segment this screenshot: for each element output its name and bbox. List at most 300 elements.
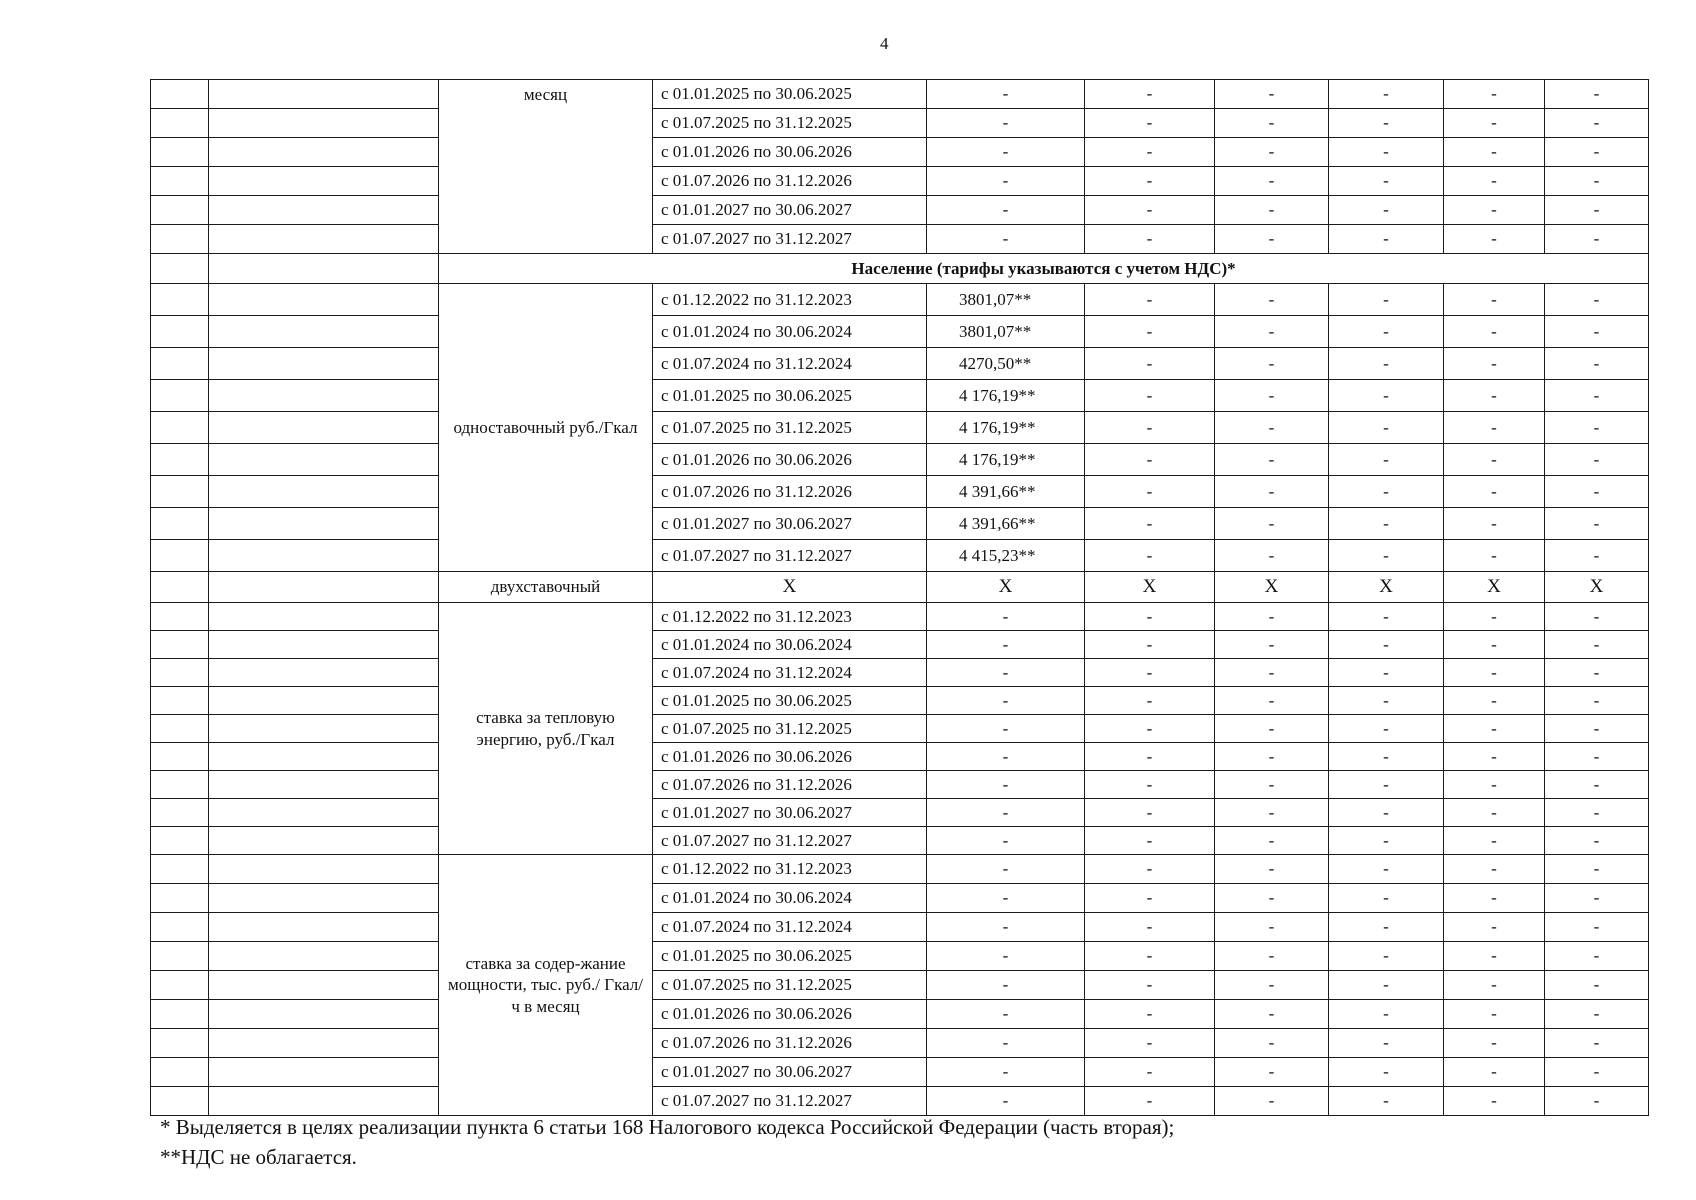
value-dash: -: [1085, 225, 1215, 254]
x-mark: X: [927, 572, 1085, 603]
period-cell: с 01.01.2027 по 30.06.2027: [653, 508, 927, 540]
footnotes: [160, 1112, 1640, 1172]
value-dash: -: [1085, 827, 1215, 855]
value-dash: -: [1329, 284, 1444, 316]
footnote-vat-allocation: * Выделяется в целях реализации пункта 6 статьи 168 Налогового кодекса Российской Федерации (часть вторая);: [160, 1115, 1175, 1139]
value-dash: -: [1215, 444, 1329, 476]
tariff-value: 4 176,19**: [927, 412, 1085, 444]
row-number-cell: [151, 1000, 209, 1029]
row-number-cell: [151, 687, 209, 715]
category-label-single-rate: одноставочный руб./Гкал: [439, 284, 653, 572]
value-dash: -: [1545, 799, 1649, 827]
organization-cell: [209, 138, 439, 167]
table-row: [151, 913, 1649, 942]
value-dash: -: [1329, 380, 1444, 412]
organization-cell: [209, 254, 439, 284]
value-dash: -: [927, 225, 1085, 254]
value-dash: -: [1329, 412, 1444, 444]
category-label-energy-rate: ставка за тепловую энергию, руб./Гкал: [439, 603, 653, 855]
table-row: [151, 659, 1649, 687]
period-cell: с 01.07.2025 по 31.12.2025: [653, 971, 927, 1000]
value-dash: -: [1444, 715, 1545, 743]
value-dash: -: [1085, 284, 1215, 316]
value-dash: -: [1085, 196, 1215, 225]
tariff-value: 3801,07**: [927, 316, 1085, 348]
organization-cell: [209, 380, 439, 412]
period-cell: с 01.01.2024 по 30.06.2024: [653, 884, 927, 913]
value-dash: -: [1545, 827, 1649, 855]
value-dash: -: [1329, 138, 1444, 167]
value-dash: -: [1329, 1087, 1444, 1116]
value-dash: -: [1329, 508, 1444, 540]
table-row: [151, 380, 1649, 412]
period-cell: с 01.07.2024 по 31.12.2024: [653, 348, 927, 380]
period-cell: с 01.07.2026 по 31.12.2026: [653, 476, 927, 508]
period-cell: с 01.01.2024 по 30.06.2024: [653, 631, 927, 659]
value-dash: -: [1329, 799, 1444, 827]
value-dash: -: [1329, 855, 1444, 884]
value-dash: -: [1085, 715, 1215, 743]
value-dash: -: [1545, 380, 1649, 412]
value-dash: -: [1545, 225, 1649, 254]
value-dash: -: [1215, 715, 1329, 743]
value-dash: -: [1085, 412, 1215, 444]
row-number-cell: [151, 508, 209, 540]
value-dash: -: [1545, 687, 1649, 715]
value-dash: -: [1215, 1000, 1329, 1029]
organization-cell: [209, 1000, 439, 1029]
table-row: [151, 196, 1649, 225]
value-dash: -: [1329, 444, 1444, 476]
value-dash: -: [1329, 659, 1444, 687]
value-dash: -: [1085, 1000, 1215, 1029]
row-number-cell: [151, 659, 209, 687]
period-cell: с 01.12.2022 по 31.12.2023: [653, 855, 927, 884]
value-dash: -: [1215, 827, 1329, 855]
period-cell: с 01.07.2025 по 31.12.2025: [653, 412, 927, 444]
value-dash: -: [1085, 109, 1215, 138]
value-dash: -: [1215, 225, 1329, 254]
row-number-cell: [151, 913, 209, 942]
value-dash: -: [1215, 109, 1329, 138]
organization-cell: [209, 913, 439, 942]
value-dash: -: [1545, 109, 1649, 138]
tariff-value: 4 391,66**: [927, 476, 1085, 508]
value-dash: -: [1545, 540, 1649, 572]
value-dash: -: [1215, 1087, 1329, 1116]
row-number-cell: [151, 254, 209, 284]
table-row: [151, 942, 1649, 971]
row-number-cell: [151, 603, 209, 631]
table-row: [151, 316, 1649, 348]
value-dash: -: [1215, 348, 1329, 380]
value-dash: -: [1545, 743, 1649, 771]
value-dash: -: [1545, 476, 1649, 508]
value-dash: -: [927, 743, 1085, 771]
value-dash: -: [1329, 225, 1444, 254]
value-dash: -: [1329, 771, 1444, 799]
value-dash: -: [1545, 412, 1649, 444]
value-dash: -: [1215, 380, 1329, 412]
tariff-value: 3801,07**: [927, 284, 1085, 316]
value-dash: -: [1085, 631, 1215, 659]
period-cell: с 01.07.2027 по 31.12.2027: [653, 225, 927, 254]
value-dash: -: [1085, 913, 1215, 942]
value-dash: -: [927, 884, 1085, 913]
table-row: [151, 80, 1649, 109]
organization-cell: [209, 109, 439, 138]
value-dash: -: [1444, 1058, 1545, 1087]
tariff-table: [150, 79, 1649, 1116]
period-cell: с 01.01.2027 по 30.06.2027: [653, 1058, 927, 1087]
value-dash: -: [1329, 942, 1444, 971]
row-number-cell: [151, 942, 209, 971]
table-row: [151, 771, 1649, 799]
x-mark: X: [1444, 572, 1545, 603]
period-cell: с 01.07.2026 по 31.12.2026: [653, 167, 927, 196]
value-dash: -: [1545, 196, 1649, 225]
x-mark: X: [1329, 572, 1444, 603]
value-dash: -: [927, 109, 1085, 138]
value-dash: -: [1085, 380, 1215, 412]
value-dash: -: [1444, 942, 1545, 971]
table-row: [151, 540, 1649, 572]
value-dash: -: [1215, 855, 1329, 884]
table-row: [151, 855, 1649, 884]
organization-cell: [209, 631, 439, 659]
value-dash: -: [1444, 412, 1545, 444]
row-number-cell: [151, 109, 209, 138]
value-dash: -: [1085, 540, 1215, 572]
row-number-cell: [151, 971, 209, 1000]
value-dash: -: [1215, 412, 1329, 444]
value-dash: -: [1545, 1000, 1649, 1029]
value-dash: -: [1444, 444, 1545, 476]
value-dash: -: [1444, 476, 1545, 508]
row-number-cell: [151, 743, 209, 771]
value-dash: -: [927, 827, 1085, 855]
value-dash: -: [1329, 913, 1444, 942]
value-dash: -: [1444, 1029, 1545, 1058]
page-number: 4: [880, 34, 889, 53]
value-dash: -: [1085, 444, 1215, 476]
value-dash: -: [1444, 1087, 1545, 1116]
value-dash: -: [1215, 942, 1329, 971]
value-dash: -: [1215, 80, 1329, 109]
value-dash: -: [1085, 603, 1215, 631]
category-label-two-rate: двухставочный: [439, 572, 653, 603]
value-dash: -: [1545, 1087, 1649, 1116]
organization-cell: [209, 444, 439, 476]
organization-cell: [209, 687, 439, 715]
period-cell: с 01.01.2027 по 30.06.2027: [653, 799, 927, 827]
value-dash: -: [927, 771, 1085, 799]
row-number-cell: [151, 167, 209, 196]
organization-cell: [209, 225, 439, 254]
organization-cell: [209, 1058, 439, 1087]
row-number-cell: [151, 799, 209, 827]
value-dash: -: [1545, 884, 1649, 913]
value-dash: -: [1085, 476, 1215, 508]
value-dash: -: [1085, 348, 1215, 380]
period-cell: с 01.07.2024 по 31.12.2024: [653, 659, 927, 687]
table-row: [151, 167, 1649, 196]
organization-cell: [209, 715, 439, 743]
value-dash: -: [1329, 196, 1444, 225]
table-row: [151, 284, 1649, 316]
value-dash: -: [1545, 508, 1649, 540]
value-dash: -: [927, 603, 1085, 631]
value-dash: -: [1215, 743, 1329, 771]
value-dash: -: [927, 942, 1085, 971]
table-row: [151, 603, 1649, 631]
value-dash: -: [1444, 540, 1545, 572]
value-dash: -: [1329, 1058, 1444, 1087]
value-dash: -: [1085, 316, 1215, 348]
row-number-cell: [151, 631, 209, 659]
value-dash: -: [1545, 138, 1649, 167]
period-cell: с 01.07.2024 по 31.12.2024: [653, 913, 927, 942]
value-dash: -: [1444, 855, 1545, 884]
tariff-value: 4 176,19**: [927, 444, 1085, 476]
value-dash: -: [1545, 444, 1649, 476]
value-dash: -: [927, 80, 1085, 109]
value-dash: -: [1215, 913, 1329, 942]
value-dash: -: [1444, 225, 1545, 254]
value-dash: -: [1444, 971, 1545, 1000]
value-dash: -: [1329, 109, 1444, 138]
table-row: [151, 1029, 1649, 1058]
organization-cell: [209, 743, 439, 771]
row-number-cell: [151, 444, 209, 476]
row-number-cell: [151, 572, 209, 603]
value-dash: -: [1329, 884, 1444, 913]
x-mark: X: [653, 572, 927, 603]
value-dash: -: [1444, 138, 1545, 167]
organization-cell: [209, 1029, 439, 1058]
row-number-cell: [151, 476, 209, 508]
organization-cell: [209, 884, 439, 913]
value-dash: -: [927, 1058, 1085, 1087]
value-dash: -: [1444, 80, 1545, 109]
table-row: [151, 687, 1649, 715]
value-dash: -: [1444, 771, 1545, 799]
value-dash: -: [1215, 799, 1329, 827]
row-number-cell: [151, 771, 209, 799]
value-dash: -: [1444, 631, 1545, 659]
two-rate-row: [151, 572, 1649, 603]
value-dash: -: [927, 138, 1085, 167]
value-dash: -: [927, 1029, 1085, 1058]
value-dash: -: [927, 799, 1085, 827]
row-number-cell: [151, 380, 209, 412]
value-dash: -: [1215, 196, 1329, 225]
value-dash: -: [1444, 687, 1545, 715]
value-dash: -: [927, 196, 1085, 225]
table-row: [151, 827, 1649, 855]
value-dash: -: [1329, 80, 1444, 109]
value-dash: -: [1545, 715, 1649, 743]
value-dash: -: [1215, 659, 1329, 687]
period-cell: с 01.12.2022 по 31.12.2023: [653, 603, 927, 631]
table-row: [151, 476, 1649, 508]
organization-cell: [209, 827, 439, 855]
value-dash: -: [1545, 855, 1649, 884]
x-mark: X: [1545, 572, 1649, 603]
value-dash: -: [1545, 1058, 1649, 1087]
period-cell: с 01.07.2027 по 31.12.2027: [653, 540, 927, 572]
value-dash: -: [1444, 659, 1545, 687]
section-title: Население (тарифы указываются с учетом НДС)*: [439, 254, 1649, 284]
value-dash: -: [927, 631, 1085, 659]
period-cell: с 01.07.2027 по 31.12.2027: [653, 1087, 927, 1116]
period-cell: с 01.07.2025 по 31.12.2025: [653, 109, 927, 138]
value-dash: -: [1215, 508, 1329, 540]
value-dash: -: [1545, 659, 1649, 687]
table-row: [151, 743, 1649, 771]
value-dash: -: [1329, 687, 1444, 715]
value-dash: -: [1215, 284, 1329, 316]
value-dash: -: [1085, 799, 1215, 827]
value-dash: -: [1085, 1058, 1215, 1087]
value-dash: -: [927, 855, 1085, 884]
row-number-cell: [151, 1058, 209, 1087]
value-dash: -: [1215, 476, 1329, 508]
period-cell: с 01.01.2024 по 30.06.2024: [653, 316, 927, 348]
value-dash: -: [1329, 167, 1444, 196]
value-dash: -: [1329, 827, 1444, 855]
row-number-cell: [151, 316, 209, 348]
value-dash: -: [1215, 316, 1329, 348]
table-row: [151, 508, 1649, 540]
value-dash: -: [1329, 540, 1444, 572]
value-dash: -: [1215, 1058, 1329, 1087]
row-number-cell: [151, 827, 209, 855]
table-row: [151, 884, 1649, 913]
value-dash: -: [1444, 196, 1545, 225]
organization-cell: [209, 659, 439, 687]
value-dash: -: [1085, 508, 1215, 540]
value-dash: -: [1545, 1029, 1649, 1058]
row-number-cell: [151, 225, 209, 254]
row-number-cell: [151, 540, 209, 572]
organization-cell: [209, 412, 439, 444]
category-label-month: месяц: [439, 80, 653, 254]
value-dash: -: [1085, 942, 1215, 971]
value-dash: -: [1329, 603, 1444, 631]
organization-cell: [209, 316, 439, 348]
value-dash: -: [1444, 284, 1545, 316]
table-row: [151, 444, 1649, 476]
period-cell: с 01.01.2025 по 30.06.2025: [653, 942, 927, 971]
section-header-row: [151, 254, 1649, 284]
table-row: [151, 971, 1649, 1000]
row-number-cell: [151, 196, 209, 225]
value-dash: -: [1329, 1029, 1444, 1058]
period-cell: с 01.01.2026 по 30.06.2026: [653, 743, 927, 771]
value-dash: -: [1329, 631, 1444, 659]
value-dash: -: [1215, 884, 1329, 913]
value-dash: -: [1085, 80, 1215, 109]
value-dash: -: [1215, 1029, 1329, 1058]
value-dash: -: [927, 1000, 1085, 1029]
value-dash: -: [927, 687, 1085, 715]
organization-cell: [209, 855, 439, 884]
period-cell: с 01.07.2025 по 31.12.2025: [653, 715, 927, 743]
organization-cell: [209, 508, 439, 540]
value-dash: -: [1215, 687, 1329, 715]
table-row: [151, 412, 1649, 444]
period-cell: с 01.01.2026 по 30.06.2026: [653, 444, 927, 476]
value-dash: -: [1085, 659, 1215, 687]
value-dash: -: [1444, 884, 1545, 913]
value-dash: -: [1215, 771, 1329, 799]
tariff-value: 4270,50**: [927, 348, 1085, 380]
value-dash: -: [927, 715, 1085, 743]
value-dash: -: [1215, 138, 1329, 167]
value-dash: -: [1329, 348, 1444, 380]
value-dash: -: [1545, 942, 1649, 971]
value-dash: -: [1085, 884, 1215, 913]
table-row: [151, 225, 1649, 254]
period-cell: с 01.01.2027 по 30.06.2027: [653, 196, 927, 225]
value-dash: -: [1215, 971, 1329, 1000]
period-cell: с 01.01.2026 по 30.06.2026: [653, 138, 927, 167]
value-dash: -: [1329, 971, 1444, 1000]
row-number-cell: [151, 284, 209, 316]
x-mark: X: [1215, 572, 1329, 603]
value-dash: -: [1085, 771, 1215, 799]
value-dash: -: [1444, 799, 1545, 827]
value-dash: -: [1545, 316, 1649, 348]
value-dash: -: [1329, 715, 1444, 743]
value-dash: -: [1329, 476, 1444, 508]
value-dash: -: [1545, 284, 1649, 316]
value-dash: -: [1329, 1000, 1444, 1029]
value-dash: -: [1329, 743, 1444, 771]
organization-cell: [209, 348, 439, 380]
row-number-cell: [151, 348, 209, 380]
category-label-power-rate: ставка за содер-жание мощности, тыс. руб./ Гкал/ч в месяц: [439, 855, 653, 1116]
tariff-value: 4 391,66**: [927, 508, 1085, 540]
period-cell: с 01.01.2026 по 30.06.2026: [653, 1000, 927, 1029]
period-cell: с 01.07.2027 по 31.12.2027: [653, 827, 927, 855]
value-dash: -: [927, 1087, 1085, 1116]
value-dash: -: [1444, 1000, 1545, 1029]
table-row: [151, 348, 1649, 380]
table-row: [151, 631, 1649, 659]
value-dash: -: [1444, 380, 1545, 412]
organization-cell: [209, 572, 439, 603]
organization-cell: [209, 799, 439, 827]
row-number-cell: [151, 80, 209, 109]
table-row: [151, 109, 1649, 138]
value-dash: -: [1545, 913, 1649, 942]
period-cell: с 01.07.2026 по 31.12.2026: [653, 771, 927, 799]
value-dash: -: [1085, 971, 1215, 1000]
value-dash: -: [1215, 603, 1329, 631]
organization-cell: [209, 942, 439, 971]
organization-cell: [209, 196, 439, 225]
value-dash: -: [1215, 631, 1329, 659]
period-cell: с 01.12.2022 по 31.12.2023: [653, 284, 927, 316]
period-cell: с 01.01.2025 по 30.06.2025: [653, 380, 927, 412]
x-mark: X: [1085, 572, 1215, 603]
value-dash: -: [1085, 1029, 1215, 1058]
organization-cell: [209, 540, 439, 572]
value-dash: -: [1444, 827, 1545, 855]
value-dash: -: [1545, 348, 1649, 380]
